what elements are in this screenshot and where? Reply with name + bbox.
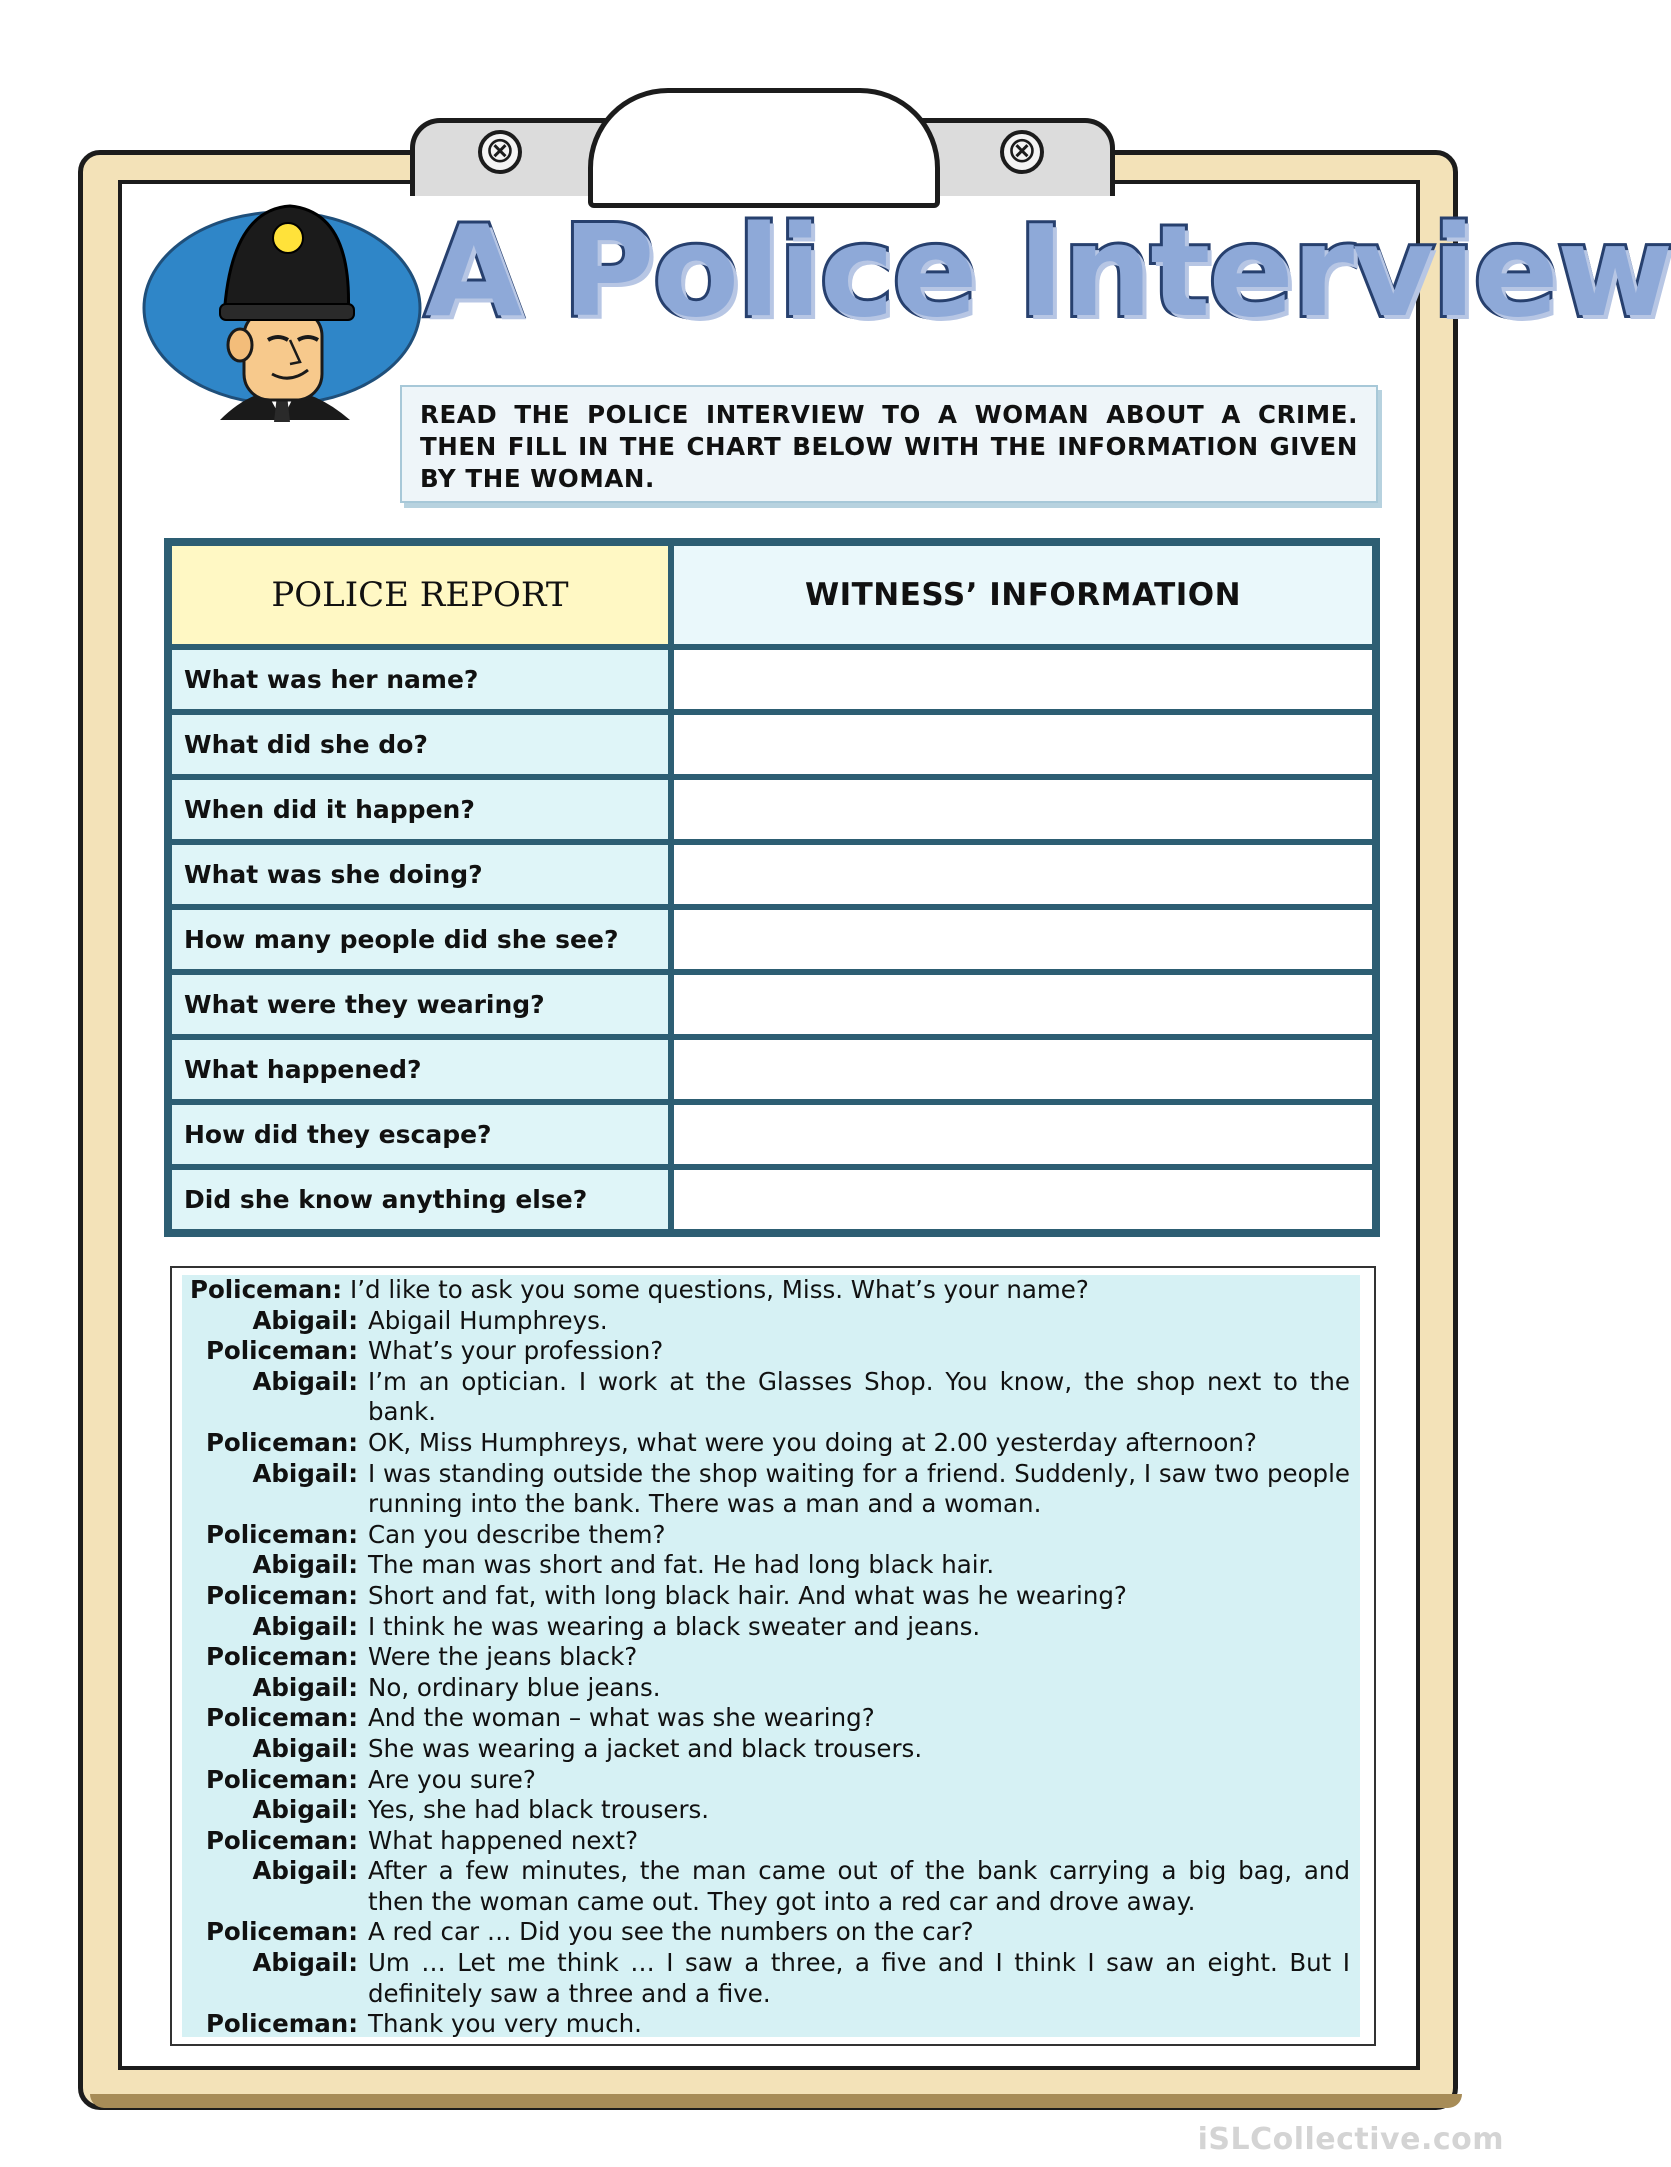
speaker-label: Policeman:	[205, 1427, 358, 1457]
speech-text: Short and fat, with long black hair. And what was he wearing?	[368, 1580, 1127, 1610]
speech-text: Can you describe them?	[368, 1519, 666, 1549]
answer-field[interactable]	[671, 647, 1375, 712]
speaker-label: Abigail:	[252, 1611, 358, 1641]
table-row	[169, 647, 1375, 712]
speaker-label: Policeman:	[205, 1917, 358, 1947]
clipboard-shadow	[90, 2094, 1462, 2108]
question-cell: What did she do?	[169, 712, 671, 777]
answer-field[interactable]	[671, 777, 1375, 842]
speech-text: Um … Let me think … I saw a three, a five and I think I saw an eight. But I definitely saw a three and a five.	[368, 1948, 1350, 2008]
speech-text: Yes, she had black trousers.	[368, 1795, 710, 1825]
question-cell: Did she know anything else?	[169, 1167, 671, 1232]
speaker-label: Abigail:	[252, 1948, 358, 1978]
dialogue-line	[190, 1550, 1350, 1581]
answer-field[interactable]	[671, 1167, 1375, 1232]
question-cell: When did it happen?	[169, 777, 671, 842]
speech-text: I’m an optician. I work at the Glasses Shop. You know, the shop next to the bank.	[368, 1366, 1350, 1427]
question-cell: What happened?	[169, 1037, 671, 1102]
witness-information-header: WITNESS’ INFORMATION	[671, 543, 1375, 647]
interview-dialogue	[182, 1275, 1360, 2037]
dialogue-line	[190, 1673, 1350, 1704]
question-cell: What was she doing?	[169, 842, 671, 907]
answer-field[interactable]	[671, 842, 1375, 907]
dialogue-line	[190, 1459, 1350, 1520]
speech-text: OK, Miss Humphreys, what were you doing at 2.00 yesterday afternoon?	[368, 1427, 1257, 1457]
speaker-label: Abigail:	[252, 1733, 358, 1763]
police-report-header: POLICE REPORT	[169, 543, 671, 647]
instructions-box: READ THE POLICE INTERVIEW TO A WOMAN ABOUT A CRIME. THEN FILL IN THE CHART BELOW WITH THE INFORMATION GIVEN BY THE WOMAN.	[400, 385, 1378, 503]
dialogue-line	[190, 2009, 1350, 2040]
speaker-label: Abigail:	[252, 1550, 358, 1580]
speaker-label: Abigail:	[252, 1856, 358, 1886]
speaker-label: Policeman:	[190, 1275, 343, 1304]
speech-text: Abigail Humphreys.	[368, 1305, 608, 1335]
table-row	[169, 1102, 1375, 1167]
speech-text: A red car … Did you see the numbers on the car?	[368, 1917, 974, 1947]
speech-text: What’s your profession?	[368, 1336, 664, 1366]
dialogue-line	[190, 1765, 1350, 1796]
watermark: iSLCollective.com	[1197, 2122, 1504, 2157]
speaker-label: Abigail:	[252, 1795, 358, 1825]
speaker-label: Abigail:	[252, 1458, 358, 1488]
dialogue-line	[190, 1917, 1350, 1948]
answer-field[interactable]	[671, 1102, 1375, 1167]
dialogue-line	[190, 1367, 1350, 1428]
speech-text: Are you sure?	[368, 1764, 536, 1794]
speaker-label: Policeman:	[205, 1336, 358, 1366]
dialogue-line	[190, 1826, 1350, 1857]
dialogue-line	[190, 1520, 1350, 1551]
speaker-label: Policeman:	[205, 1764, 358, 1794]
question-cell: What were they wearing?	[169, 972, 671, 1037]
speaker-label: Policeman:	[205, 1519, 358, 1549]
speaker-label: Policeman:	[205, 2009, 358, 2039]
table-row	[169, 972, 1375, 1037]
dialogue-line	[190, 1703, 1350, 1734]
speaker-label: Abigail:	[252, 1672, 358, 1702]
clipboard-clip-top	[588, 88, 940, 208]
table-row	[169, 907, 1375, 972]
speech-text: I was standing outside the shop waiting for a friend. Suddenly, I saw two people running into the bank. There was a man and a woman.	[368, 1458, 1350, 1519]
speaker-label: Policeman:	[205, 1580, 358, 1610]
table-row	[169, 1037, 1375, 1102]
speech-text: Were the jeans black?	[368, 1642, 638, 1672]
dialogue-line	[190, 1642, 1350, 1673]
question-cell: What was her name?	[169, 647, 671, 712]
dialogue-line	[190, 1795, 1350, 1826]
dialogue-line	[190, 1612, 1350, 1643]
table-row	[169, 712, 1375, 777]
page-title: A Police Interview	[425, 198, 1671, 345]
speech-text: No, ordinary blue jeans.	[368, 1672, 661, 1702]
table-row	[169, 1167, 1375, 1232]
screw-icon: ⊗	[478, 130, 522, 174]
dialogue-line	[190, 1734, 1350, 1765]
speech-text: And the woman – what was she wearing?	[368, 1703, 875, 1733]
speech-text: She was wearing a jacket and black trousers.	[368, 1733, 923, 1763]
dialogue-line	[190, 1581, 1350, 1612]
dialogue-line	[190, 1856, 1350, 1917]
question-cell: How did they escape?	[169, 1102, 671, 1167]
question-cell: How many people did she see?	[169, 907, 671, 972]
table-row	[169, 777, 1375, 842]
speech-text: Thank you very much.	[368, 2009, 642, 2039]
dialogue-line	[190, 1948, 1350, 2009]
dialogue-line	[190, 1428, 1350, 1459]
dialogue-line	[190, 1306, 1350, 1337]
speech-text: I think he was wearing a black sweater and jeans.	[368, 1611, 981, 1641]
answer-field[interactable]	[671, 907, 1375, 972]
speaker-label: Policeman:	[205, 1703, 358, 1733]
answer-field[interactable]	[671, 1037, 1375, 1102]
dialogue-line	[190, 1336, 1350, 1367]
speaker-label: Policeman:	[205, 1825, 358, 1855]
table-header-row	[169, 543, 1375, 647]
speaker-label: Policeman:	[205, 1642, 358, 1672]
police-report-table	[164, 538, 1380, 1237]
speaker-label: Abigail:	[252, 1305, 358, 1335]
speech-text: The man was short and fat. He had long black hair.	[368, 1550, 995, 1580]
answer-field[interactable]	[671, 712, 1375, 777]
dialogue-line	[190, 1275, 1350, 1306]
screw-icon: ⊗	[1000, 130, 1044, 174]
speech-text: I’d like to ask you some questions, Miss. What’s your name?	[350, 1275, 1089, 1304]
speaker-label: Abigail:	[252, 1366, 358, 1396]
answer-field[interactable]	[671, 972, 1375, 1037]
policeman-icon	[140, 190, 430, 430]
table-row	[169, 842, 1375, 907]
speech-text: What happened next?	[368, 1825, 639, 1855]
speech-text: After a few minutes, the man came out of the bank carrying a big bag, and then the woman came out. They got into a red car and drove away.	[368, 1856, 1350, 1916]
